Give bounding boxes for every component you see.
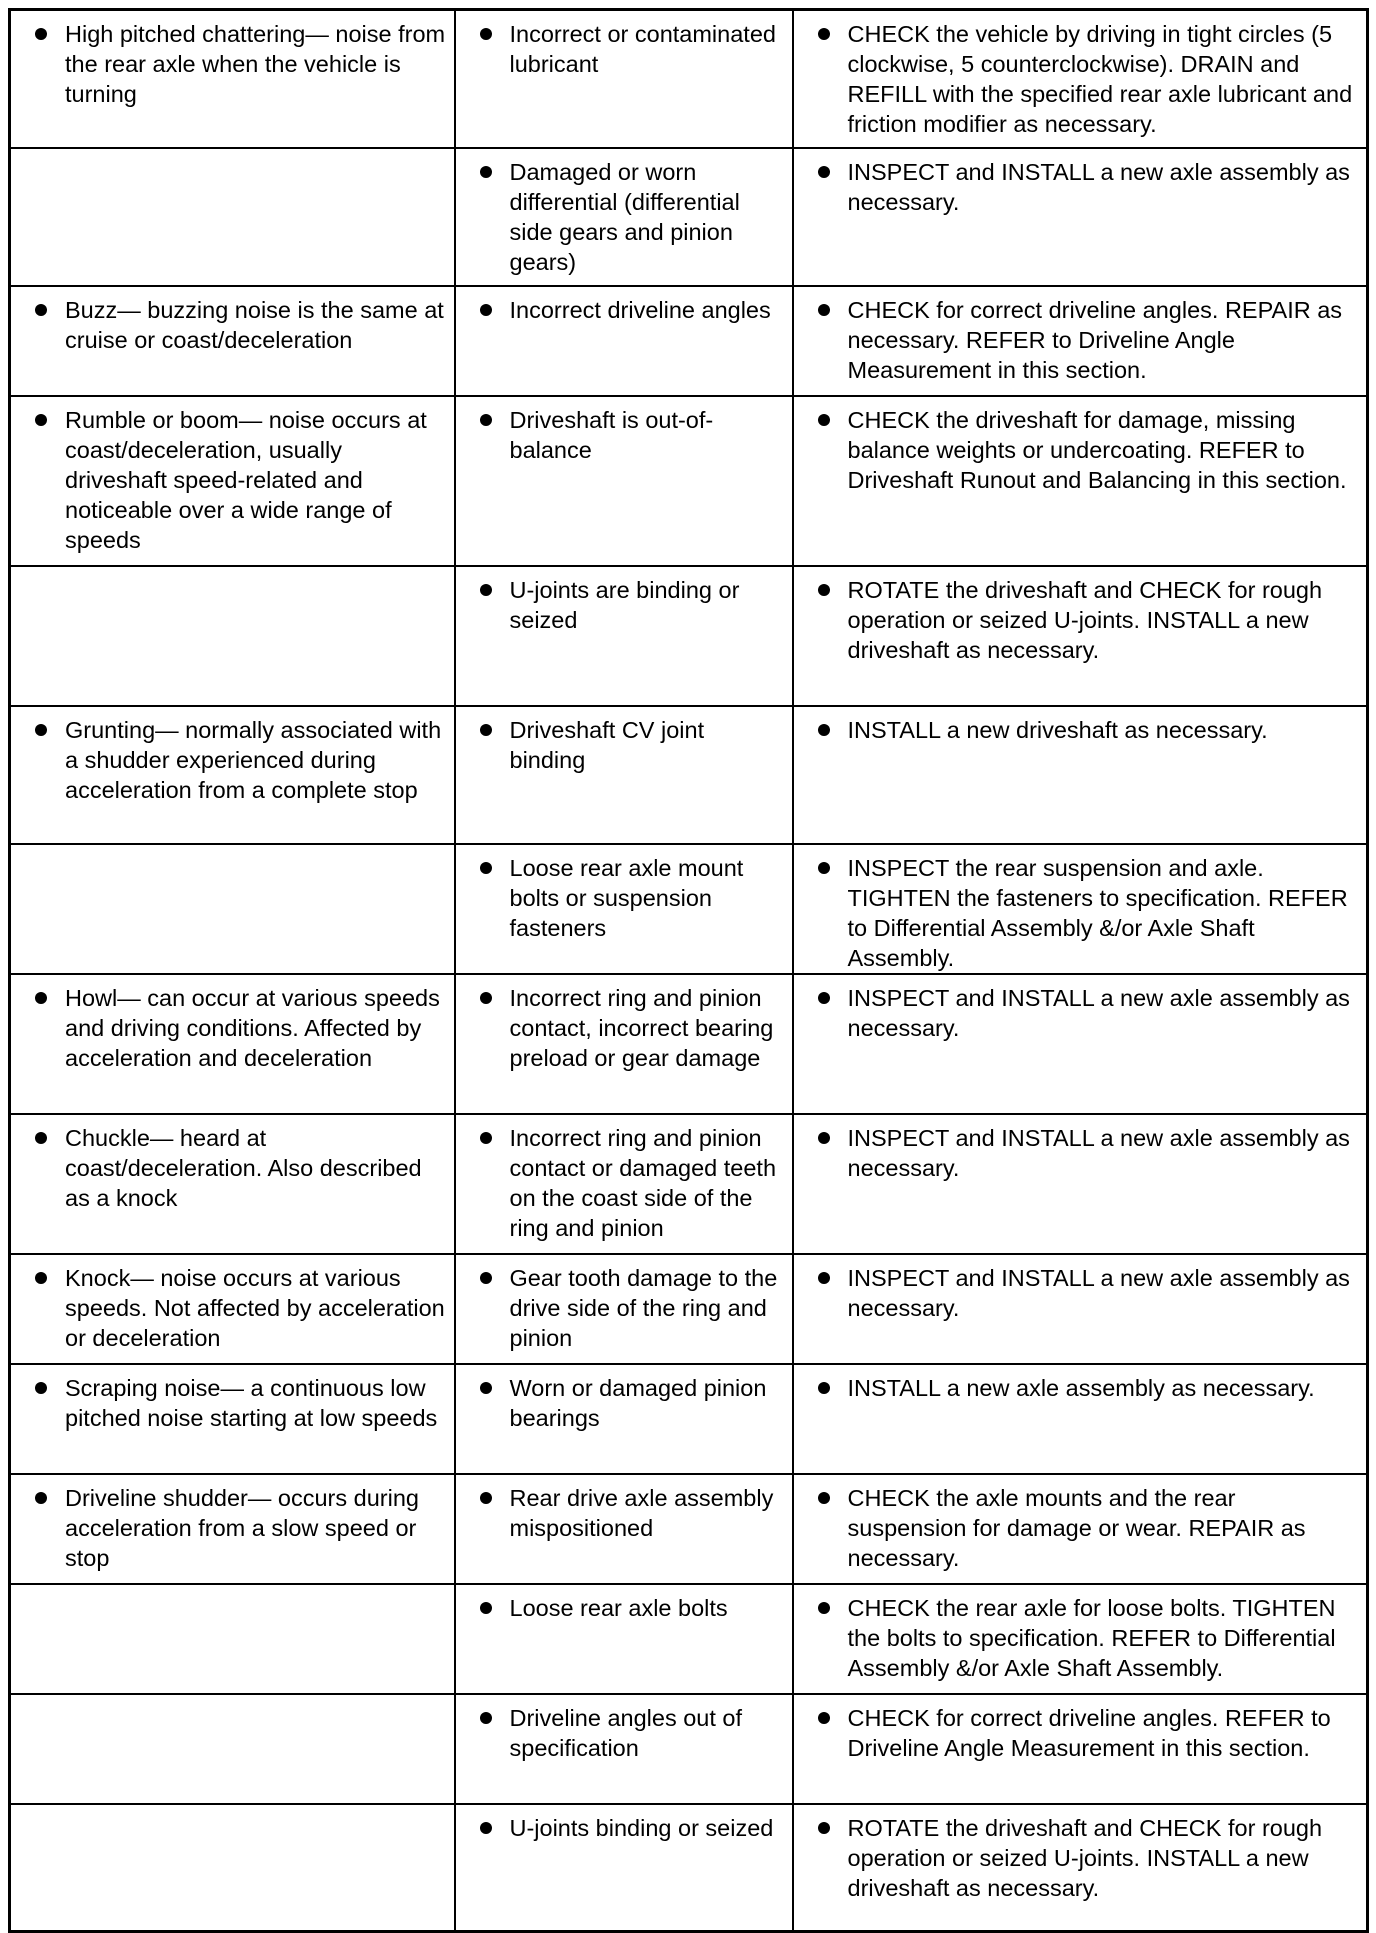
source-cell — [455, 706, 793, 844]
bullet-item — [456, 1593, 784, 1623]
bullet-icon — [480, 166, 492, 178]
source-cell — [455, 396, 793, 566]
action-cell — [793, 844, 1368, 974]
condition-text: Knock— noise occurs at various speeds. Not affected by acceleration or deceleration — [65, 1264, 445, 1351]
action-text: INSPECT and INSTALL a new axle assembly as necessary. — [847, 984, 1350, 1041]
bullet-item — [456, 405, 784, 465]
bullet-icon — [35, 1382, 47, 1394]
condition-text: Chuckle— heard at coast/deceleration. Also described as a knock — [65, 1124, 422, 1211]
bullet-icon — [818, 1382, 830, 1394]
source-text: Incorrect or contaminated lubricant — [509, 21, 776, 77]
bullet-item — [456, 1263, 784, 1353]
bullet-item — [794, 1813, 1359, 1903]
table-row — [10, 1804, 1368, 1932]
condition-cell — [10, 10, 455, 148]
source-text: Gear tooth damage to the drive side of the ring and pinion — [509, 1264, 778, 1351]
source-cell — [455, 1114, 793, 1254]
bullet-icon — [818, 992, 830, 1004]
bullet-icon — [35, 1132, 47, 1144]
action-cell — [793, 148, 1368, 286]
bullet-icon — [35, 724, 47, 736]
condition-cell — [10, 1804, 455, 1932]
action-cell — [793, 974, 1368, 1114]
table-row — [10, 286, 1368, 396]
diagnosis-table — [8, 8, 1369, 1933]
condition-text: Howl— can occur at various speeds and driving conditions. Affected by acceleration and deceleration — [65, 984, 440, 1071]
bullet-icon — [818, 1602, 830, 1614]
source-cell — [455, 1804, 793, 1932]
action-cell — [793, 10, 1368, 148]
action-cell — [793, 1804, 1368, 1932]
bullet-item — [794, 1483, 1359, 1573]
action-cell — [793, 566, 1368, 706]
bullet-item — [794, 715, 1359, 745]
source-text: Incorrect ring and pinion contact or damaged teeth on the coast side of the ring and pinion — [509, 1124, 777, 1241]
bullet-icon — [818, 166, 830, 178]
bullet-item — [11, 295, 446, 355]
bullet-item — [456, 715, 784, 775]
source-cell — [455, 974, 793, 1114]
bullet-icon — [818, 584, 830, 596]
action-text: CHECK the driveshaft for damage, missing balance weights or undercoating. REFER to Driveshaft Runout and Balancing in this section. — [847, 406, 1347, 493]
bullet-icon — [480, 28, 492, 40]
bullet-item — [794, 853, 1359, 973]
source-text: Incorrect ring and pinion contact, incorrect bearing preload or gear damage — [509, 984, 774, 1071]
condition-cell — [10, 844, 455, 974]
condition-text: Rumble or boom— noise occurs at coast/deceleration, usually driveshaft speed-related and noticeable over a wide range of speeds — [65, 406, 427, 553]
source-text: Incorrect driveline angles — [509, 296, 771, 323]
bullet-icon — [818, 724, 830, 736]
bullet-icon — [818, 28, 830, 40]
action-text: INSTALL a new driveshaft as necessary. — [847, 716, 1268, 743]
bullet-item — [794, 1703, 1359, 1763]
table-row — [10, 566, 1368, 706]
action-cell — [793, 1584, 1368, 1694]
source-cell — [455, 1364, 793, 1474]
bullet-item — [11, 983, 446, 1073]
bullet-item — [456, 157, 784, 277]
action-cell — [793, 286, 1368, 396]
source-text: Damaged or worn differential (differential side gears and pinion gears) — [509, 158, 740, 275]
bullet-icon — [35, 992, 47, 1004]
bullet-icon — [35, 28, 47, 40]
bullet-item — [11, 19, 446, 109]
bullet-icon — [818, 414, 830, 426]
action-text: INSPECT and INSTALL a new axle assembly as necessary. — [847, 1264, 1350, 1321]
bullet-item — [794, 19, 1359, 139]
condition-cell — [10, 396, 455, 566]
bullet-item — [11, 1373, 446, 1433]
action-text: INSPECT and INSTALL a new axle assembly as necessary. — [847, 1124, 1350, 1181]
bullet-icon — [818, 1822, 830, 1834]
bullet-item — [11, 405, 446, 555]
source-cell — [455, 148, 793, 286]
action-cell — [793, 396, 1368, 566]
condition-text: Buzz— buzzing noise is the same at cruise or coast/deceleration — [65, 296, 444, 353]
condition-cell — [10, 1694, 455, 1804]
source-cell — [455, 1254, 793, 1364]
condition-text: Scraping noise— a continuous low pitched noise starting at low speeds — [65, 1374, 438, 1431]
action-cell — [793, 706, 1368, 844]
bullet-item — [794, 575, 1359, 665]
action-text: INSPECT and INSTALL a new axle assembly as necessary. — [847, 158, 1350, 215]
bullet-icon — [818, 304, 830, 316]
bullet-item — [456, 853, 784, 943]
source-cell — [455, 1694, 793, 1804]
source-cell — [455, 10, 793, 148]
source-cell — [455, 286, 793, 396]
bullet-icon — [480, 584, 492, 596]
source-text: Driveline angles out of specification — [509, 1704, 743, 1761]
source-text: U-joints are binding or seized — [509, 576, 740, 633]
source-text: U-joints binding or seized — [509, 1814, 774, 1841]
table-row — [10, 974, 1368, 1114]
condition-text: Driveline shudder— occurs during acceleration from a slow speed or stop — [65, 1484, 419, 1571]
condition-cell — [10, 1114, 455, 1254]
bullet-item — [456, 1483, 784, 1543]
action-text: CHECK for correct driveline angles. REPAIR as necessary. REFER to Driveline Angle Measurement in this section. — [847, 296, 1343, 383]
table-row — [10, 10, 1368, 148]
condition-cell — [10, 1254, 455, 1364]
bullet-item — [794, 295, 1359, 385]
bullet-item — [11, 715, 446, 805]
table-row — [10, 148, 1368, 286]
source-text: Worn or damaged pinion bearings — [509, 1374, 767, 1431]
bullet-icon — [480, 1382, 492, 1394]
bullet-icon — [480, 1132, 492, 1144]
source-text: Driveshaft is out-of-balance — [509, 406, 714, 463]
bullet-icon — [480, 992, 492, 1004]
source-cell — [455, 844, 793, 974]
condition-text: High pitched chattering— noise from the rear axle when the vehicle is turning — [65, 21, 446, 107]
bullet-item — [794, 983, 1359, 1043]
bullet-item — [794, 1593, 1359, 1683]
source-text: Loose rear axle bolts — [509, 1594, 728, 1621]
action-cell — [793, 1254, 1368, 1364]
bullet-item — [11, 1263, 446, 1353]
table-row — [10, 1474, 1368, 1584]
condition-cell — [10, 1474, 455, 1584]
bullet-item — [794, 1263, 1359, 1323]
table-row — [10, 844, 1368, 974]
bullet-icon — [35, 1272, 47, 1284]
condition-cell — [10, 148, 455, 286]
bullet-item — [456, 19, 784, 79]
action-text: CHECK the axle mounts and the rear suspension for damage or wear. REPAIR as necessary. — [847, 1484, 1306, 1571]
bullet-icon — [480, 304, 492, 316]
action-text: INSPECT the rear suspension and axle. TIGHTEN the fasteners to specification. REFER to Differential Assembly &/or Axle Shaft Assembly. — [847, 854, 1348, 971]
bullet-item — [456, 1703, 784, 1763]
action-cell — [793, 1114, 1368, 1254]
table-row — [10, 1694, 1368, 1804]
action-cell — [793, 1364, 1368, 1474]
action-text: CHECK the vehicle by driving in tight circles (5 clockwise, 5 counterclockwise). DRAIN and REFILL with the specified rear axle lubricant and friction modifier as necessary. — [847, 21, 1353, 137]
bullet-item — [456, 983, 784, 1073]
source-cell — [455, 1584, 793, 1694]
condition-cell — [10, 566, 455, 706]
bullet-icon — [35, 414, 47, 426]
action-text: INSTALL a new axle assembly as necessary. — [847, 1374, 1315, 1401]
condition-cell — [10, 286, 455, 396]
bullet-item — [456, 295, 784, 325]
bullet-icon — [480, 1602, 492, 1614]
bullet-icon — [480, 1492, 492, 1504]
bullet-icon — [818, 1492, 830, 1504]
action-text: ROTATE the driveshaft and CHECK for rough operation or seized U-joints. INSTALL a new driveshaft as necessary. — [847, 1814, 1323, 1901]
action-cell — [793, 1474, 1368, 1584]
table-row — [10, 396, 1368, 566]
bullet-icon — [480, 1712, 492, 1724]
bullet-item — [11, 1123, 446, 1213]
action-text: CHECK the rear axle for loose bolts. TIGHTEN the bolts to specification. REFER to Differential Assembly &/or Axle Shaft Assembly. — [847, 1594, 1336, 1681]
bullet-icon — [818, 1712, 830, 1724]
source-text: Driveshaft CV joint binding — [509, 716, 705, 773]
action-text: CHECK for correct driveline angles. REFER to Driveline Angle Measurement in this section. — [847, 1704, 1331, 1761]
bullet-item — [456, 1373, 784, 1433]
source-cell — [455, 566, 793, 706]
bullet-icon — [35, 304, 47, 316]
bullet-item — [456, 575, 784, 635]
bullet-item — [456, 1123, 784, 1243]
condition-cell — [10, 974, 455, 1114]
source-text: Rear drive axle assembly mispositioned — [509, 1484, 774, 1541]
table-row — [10, 1364, 1368, 1474]
condition-text: Grunting— normally associated with a shudder experienced during acceleration from a complete stop — [65, 716, 442, 803]
bullet-icon — [480, 724, 492, 736]
bullet-item — [794, 405, 1359, 495]
bullet-icon — [818, 1272, 830, 1284]
action-cell — [793, 1694, 1368, 1804]
bullet-item — [794, 157, 1359, 217]
condition-cell — [10, 1364, 455, 1474]
table-row — [10, 1254, 1368, 1364]
bullet-item — [11, 1483, 446, 1573]
diagnosis-table-body — [10, 10, 1368, 1932]
condition-cell — [10, 706, 455, 844]
table-row — [10, 1114, 1368, 1254]
bullet-icon — [480, 1272, 492, 1284]
source-text: Loose rear axle mount bolts or suspension fasteners — [509, 854, 744, 941]
bullet-icon — [480, 1822, 492, 1834]
bullet-item — [794, 1373, 1359, 1403]
bullet-item — [794, 1123, 1359, 1183]
action-text: ROTATE the driveshaft and CHECK for rough operation or seized U-joints. INSTALL a new driveshaft as necessary. — [847, 576, 1323, 663]
bullet-icon — [818, 1132, 830, 1144]
bullet-item — [456, 1813, 784, 1843]
table-row — [10, 706, 1368, 844]
bullet-icon — [480, 862, 492, 874]
condition-cell — [10, 1584, 455, 1694]
bullet-icon — [480, 414, 492, 426]
table-row — [10, 1584, 1368, 1694]
source-cell — [455, 1474, 793, 1584]
bullet-icon — [818, 862, 830, 874]
bullet-icon — [35, 1492, 47, 1504]
